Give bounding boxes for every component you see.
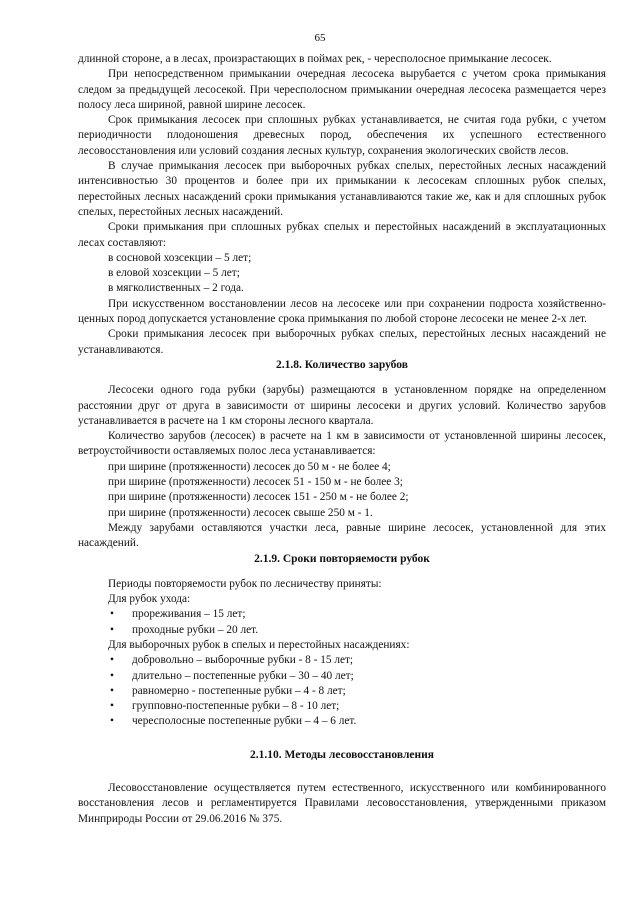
page-number: 65	[314, 32, 326, 44]
page-content	[78, 52, 606, 827]
list-item: • чересполосные постепенные рубки – 4 – 6 лет.	[78, 714, 606, 729]
list-item: • длительно – постепенные рубки – 30 – 40 лет;	[78, 669, 606, 684]
paragraph: Между зарубами оставляются участки леса, равные ширине лесосек, установленной для этих насаждений.	[78, 521, 606, 550]
paragraph: Лесосеки одного года рубки (зарубы) размещаются в установленном порядке на определенном расстоянии друг от друга в зависимости от ширины лесосеки и других условий. Количество зарубов устанавливается в расчете на 1 км стороны лесного квартала.	[78, 384, 606, 427]
list-item: • прореживания – 15 лет;	[78, 607, 606, 622]
paragraph: Сроки примыкания лесосек при выборочных рубках спелых, перестойных лесных насаждений не устанавливаются.	[78, 328, 606, 356]
list-item: • равномерно - постепенные рубки – 4 - 8 лет;	[78, 684, 606, 699]
section-heading: 2.1.8. Количество зарубов	[276, 358, 408, 371]
section-heading: 2.1.10. Методы лесовосстановления	[250, 748, 434, 761]
section-heading: 2.1.9. Сроки повторяемости рубок	[254, 552, 430, 565]
list-line: Для выборочных рубок в спелых и перестойных насаждениях:	[108, 638, 410, 651]
list-item: • добровольно – выборочные рубки - 8 - 15 лет;	[78, 653, 606, 668]
list-item: • групповно-постепенные рубки – 8 - 10 лет;	[78, 699, 606, 714]
paragraph: Срок примыкания лесосек при сплошных рубках устанавливается, не считая года рубки, с учетом периодичности плодоношения древесных пород, обеспечения их успешного естественного лесовосстановления или условий создания лесных культур, сохранения экологических свойств лесов.	[78, 114, 606, 157]
paragraph: Количество зарубов (лесосек) в расчете на 1 км в зависимости от установленной ширины лесосек, ветроустойчивости оставляемых полос леса устанавливается:	[78, 430, 606, 458]
list-line: в мягколиственных – 2 года.	[108, 282, 244, 295]
paragraph: При искусственном восстановлении лесов на лесосеке или при сохранении подроста хозяйственно-ценных пород допускается установление срока примыкания по любой стороне лесосеки не менее 2-х лет.	[78, 297, 606, 326]
bullet-list	[78, 607, 606, 638]
list-line: в сосновой хозсекции – 5 лет;	[108, 251, 252, 264]
list-line: при ширине (протяженности) лесосек до 50 м - не более 4;	[108, 460, 391, 473]
paragraph: В случае примыкания лесосек при выборочных рубках спелых, перестойных лесных насаждений интенсивностью 30 процентов и более при их примыкании к лесосекам сплошных рубок спелых, перестойных лесных насаждений сроки примыкания устанавливаются такие же, как и для сплошных рубок спелых, перестойных лесных насаждений.	[78, 160, 606, 218]
list-item: • проходные рубки – 20 лет.	[78, 623, 606, 638]
paragraph: Лесовосстановление осуществляется путем естественного, искусственного или комбинированного восстановления лесов и регламентируется Правилами лесовосстановления, утвержденными приказом Минприроды России от 29.06.2016 № 375.	[78, 782, 606, 825]
list-line: Для рубок ухода:	[108, 593, 191, 606]
list-line: при ширине (протяженности) лесосек свыше 250 м - 1.	[108, 506, 373, 519]
list-line: в еловой хозсекции – 5 лет;	[108, 267, 240, 280]
list-line: при ширине (протяженности) лесосек 151 - 250 м - не более 2;	[108, 491, 409, 504]
list-line: при ширине (протяженности) лесосек 51 - 150 м - не более 3;	[108, 476, 403, 489]
list-line: Периоды повторяемости рубок по лесничеству приняты:	[108, 577, 382, 590]
bullet-list	[78, 653, 606, 729]
paragraph: При непосредственном примыкании очередная лесосека вырубается с учетом срока примыкания следом за предыдущей лесосекой. При чересполосном примыкании очередная лесосека размещается через полосу леса шириной, равной ширине лесосек.	[78, 68, 606, 111]
paragraph: Сроки примыкания при сплошных рубках спелых и перестойных насаждений в эксплуатационных лесах составляют:	[78, 221, 606, 249]
paragraph: длинной стороне, а в лесах, произрастающих в поймах рек, - чересполосное примыкание лесосек.	[78, 53, 552, 65]
